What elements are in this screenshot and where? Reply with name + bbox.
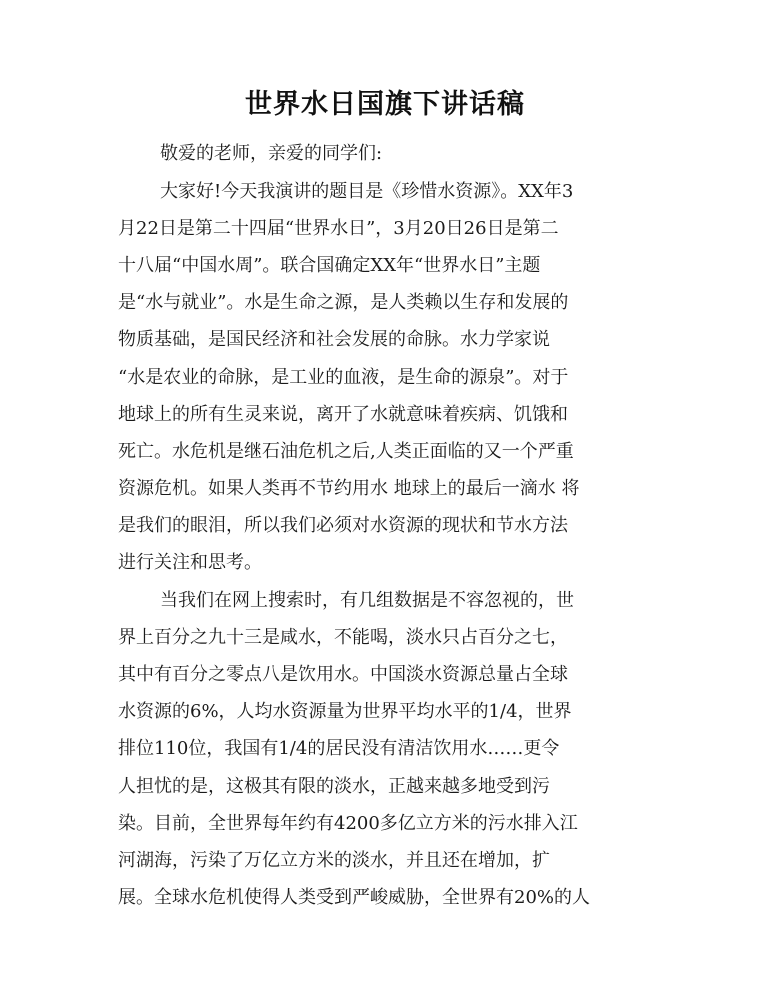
paragraph-line: 水资源的6%，人均水资源量为世界平均水平的1/4，世界	[118, 701, 572, 722]
paragraph-line: 是“水与就业”。水是生命之源，是人类赖以生存和发展的	[118, 292, 569, 313]
paragraph-line: 地球上的所有生灵来说，离开了水就意味着疾病、饥饿和	[118, 404, 568, 425]
paragraph-line: 染。目前，全世界每年约有4200多亿立方米的污水排入江	[118, 813, 578, 834]
paragraph-line: 河湖海，污染了万亿立方米的淡水，并且还在增加，扩	[118, 850, 550, 871]
paragraph-line: 排位110位，我国有1/4的居民没有清洁饮用水……更令	[118, 738, 560, 759]
paragraph-line: 物质基础，是国民经济和社会发展的命脉。水力学家说	[118, 329, 550, 350]
salutation-line: 敬爱的老师，亲爱的同学们:	[160, 143, 383, 164]
paragraph-line: 是我们的眼泪，所以我们必须对水资源的现状和节水方法	[118, 515, 568, 536]
paragraph-line: 界上百分之九十三是咸水，不能喝，淡水只占百分之七，	[118, 627, 568, 648]
page-title: 世界水日国旗下讲话稿	[245, 89, 525, 120]
paragraph-line: 进行关注和思考。	[118, 552, 262, 573]
paragraph-line: 资源危机。如果人类再不节约用水 地球上的最后一滴水 将	[118, 478, 580, 499]
paragraph-line: 月22日是第二十四届“世界水日”，3月20日26日是第二	[118, 218, 559, 239]
paragraph-line: 其中有百分之零点八是饮用水。中国淡水资源总量占全球	[118, 664, 568, 685]
paragraph-line: “水是农业的命脉，是工业的血液，是生命的源泉”。对于	[118, 367, 569, 388]
paragraph-line: 十八届“中国水周”。联合国确定XX年“世界水日”主题	[118, 255, 541, 276]
paragraph-line: 死亡。水危机是继石油危机之后,人类正面临的又一个严重	[118, 441, 574, 462]
paragraph-line: 当我们在网上搜索时，有几组数据是不容忽视的，世	[160, 590, 574, 611]
paragraph-line: 大家好!今天我演讲的题目是《珍惜水资源》。XX年3	[160, 181, 574, 202]
paragraph-line: 展。全球水危机使得人类受到严峻威胁，全世界有20%的人	[118, 887, 591, 908]
paragraph-line: 人担忧的是，这极其有限的淡水，正越来越多地受到污	[118, 776, 550, 797]
